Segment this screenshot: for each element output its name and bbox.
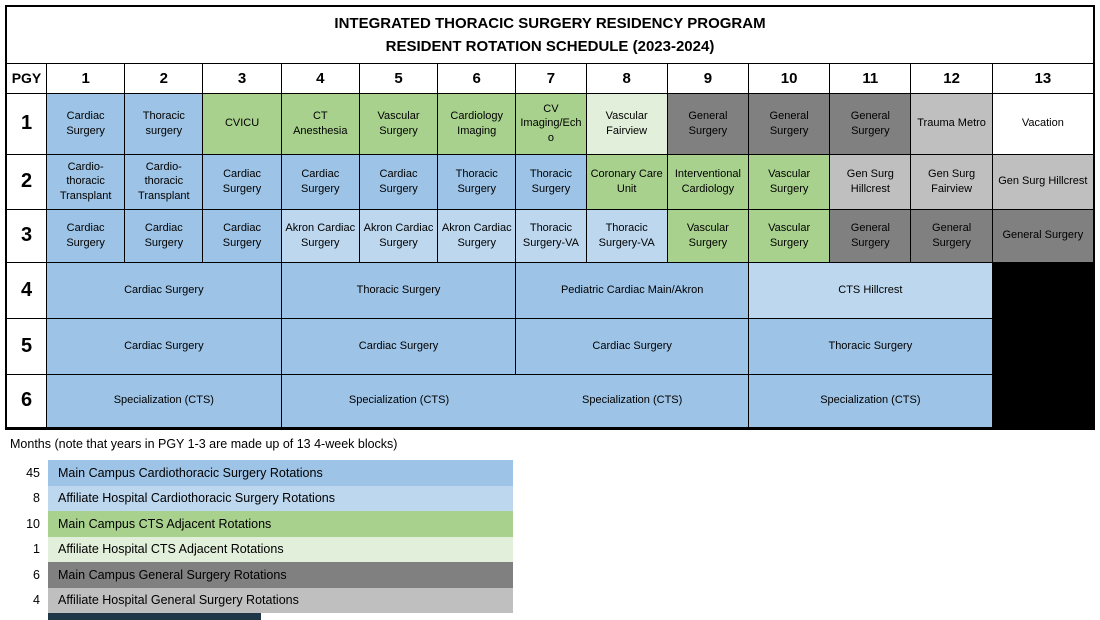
schedule-cell: Vacation	[993, 94, 1093, 155]
schedule-grid	[7, 64, 1093, 428]
schedule-cell: Akron Cardiac Surgery	[438, 210, 516, 263]
pgy-header-cell: PGY	[7, 64, 47, 94]
legend-months-count: 10	[26, 516, 40, 531]
schedule-cell: Cardiac Surgery	[282, 155, 360, 210]
legend	[10, 460, 513, 620]
schedule-cell: Thoracic Surgery-VA	[587, 210, 668, 263]
schedule-cell: General Surgery	[668, 94, 749, 155]
schedule-cell: Specialization (CTS)	[749, 375, 993, 428]
schedule-cell: Thoracic Surgery-VA	[516, 210, 586, 263]
pgy-year-label: 6	[7, 375, 47, 428]
legend-months-count: 4	[33, 593, 40, 608]
block-number-header: 7	[516, 64, 586, 94]
schedule-cell: Cardiac Surgery	[47, 263, 282, 319]
schedule-cell: Vascular Surgery	[749, 155, 830, 210]
schedule-cell: Vascular Surgery	[360, 94, 438, 155]
legend-months-count: 45	[26, 465, 40, 480]
pgy-year-label: 2	[7, 155, 47, 210]
schedule-cell: Thoracic Surgery	[516, 155, 586, 210]
legend-item	[10, 588, 513, 614]
legend-color-bar: Affiliate Hospital CTS Adjacent Rotations	[48, 537, 513, 563]
schedule-cell: Cardiac Surgery	[203, 210, 281, 263]
block-number-header: 2	[125, 64, 203, 94]
legend-item	[10, 562, 513, 588]
schedule-cell: General Surgery	[749, 94, 830, 155]
legend-item	[10, 537, 513, 563]
legend-months-count: 8	[33, 491, 40, 506]
schedule-cell: Cardio-thoracic Transplant	[125, 155, 203, 210]
block-number-header: 10	[749, 64, 830, 94]
pgy-year-label: 4	[7, 263, 47, 319]
schedule-cell: Gen Surg Hillcrest	[830, 155, 911, 210]
schedule-cell: Pediatric Cardiac Main/Akron	[516, 263, 749, 319]
schedule-cell: Cardiac Surgery	[125, 210, 203, 263]
schedule-cell: Gen Surg Fairview	[911, 155, 992, 210]
pgy-year-label: 1	[7, 94, 47, 155]
schedule-cell: Thoracic Surgery	[749, 319, 993, 375]
legend-months-count: 1	[33, 542, 40, 557]
title-line-1: INTEGRATED THORACIC SURGERY RESIDENCY PROGRAM	[334, 15, 766, 32]
block-number-header: 8	[587, 64, 668, 94]
legend-item	[10, 486, 513, 512]
title-line-2: RESIDENT ROTATION SCHEDULE (2023-2024)	[385, 38, 715, 56]
block-number-header: 9	[668, 64, 749, 94]
schedule-cell: Vascular Fairview	[587, 94, 668, 155]
legend-item	[10, 511, 513, 537]
block-number-header: 1	[47, 64, 125, 94]
schedule-cell: Specialization (CTS)	[516, 375, 749, 428]
schedule-cell: General Surgery	[993, 210, 1093, 263]
legend-months-count: 6	[33, 567, 40, 582]
schedule-cell: Interventional Cardiology	[668, 155, 749, 210]
schedule-cell: General Surgery	[911, 210, 992, 263]
block-number-header: 12	[911, 64, 992, 94]
schedule-cell: CV Imaging/Echo	[516, 94, 586, 155]
schedule-cell: Thoracic Surgery	[282, 263, 517, 319]
schedule-cell	[993, 263, 1093, 428]
schedule-cell: CVICU	[203, 94, 281, 155]
schedule-cell: Akron Cardiac Surgery	[282, 210, 360, 263]
schedule-cell: Coronary Care Unit	[587, 155, 668, 210]
legend-color-bar: Affiliate Hospital Cardiothoracic Surgery Rotations	[48, 486, 513, 512]
schedule-cell: CTS Hillcrest	[749, 263, 993, 319]
schedule-cell: CT Anesthesia	[282, 94, 360, 155]
legend-color-bar: Main Campus General Surgery Rotations	[48, 562, 513, 588]
legend-color-bar: Main Campus CTS Adjacent Rotations	[48, 511, 513, 537]
pgy-year-label: 3	[7, 210, 47, 263]
schedule-cell: Thoracic Surgery	[438, 155, 516, 210]
schedule-cell: Cardiac Surgery	[360, 155, 438, 210]
schedule-cell: Vascular Surgery	[749, 210, 830, 263]
schedule-cell: Trauma Metro	[911, 94, 992, 155]
legend-note: Months (note that years in PGY 1-3 are made up of 13 4-week blocks)	[10, 437, 398, 451]
schedule-cell: Cardiology Imaging	[438, 94, 516, 155]
pgy-year-label: 5	[7, 319, 47, 375]
schedule-cell: Vascular Surgery	[668, 210, 749, 263]
legend-item	[10, 460, 513, 486]
schedule-cell: Specialization (CTS)	[47, 375, 282, 428]
block-number-header: 11	[830, 64, 911, 94]
block-number-header: 13	[993, 64, 1093, 94]
schedule-cell: General Surgery	[830, 94, 911, 155]
schedule-cell: Akron Cardiac Surgery	[360, 210, 438, 263]
schedule-cell: Gen Surg Hillcrest	[993, 155, 1093, 210]
schedule-cell: Cardiac Surgery	[47, 210, 125, 263]
schedule-cell: Specialization (CTS)	[282, 375, 517, 428]
block-number-header: 6	[438, 64, 516, 94]
schedule-cell: Cardiac Surgery	[47, 319, 282, 375]
legend-partial-bar	[48, 613, 261, 620]
block-number-header: 5	[360, 64, 438, 94]
block-number-header: 4	[282, 64, 360, 94]
block-number-header: 3	[203, 64, 281, 94]
schedule-cell: Cardiac Surgery	[516, 319, 749, 375]
schedule-cell: Cardiac Surgery	[282, 319, 517, 375]
schedule-cell: Cardiac Surgery	[203, 155, 281, 210]
schedule-cell: Thoracic surgery	[125, 94, 203, 155]
schedule-cell: Cardio-thoracic Transplant	[47, 155, 125, 210]
legend-color-bar: Affiliate Hospital General Surgery Rotations	[48, 588, 513, 614]
rotation-schedule-table	[5, 5, 1095, 430]
schedule-cell: Cardiac Surgery	[47, 94, 125, 155]
legend-color-bar: Main Campus Cardiothoracic Surgery Rotations	[48, 460, 513, 486]
schedule-cell: General Surgery	[830, 210, 911, 263]
table-title	[7, 7, 1093, 64]
